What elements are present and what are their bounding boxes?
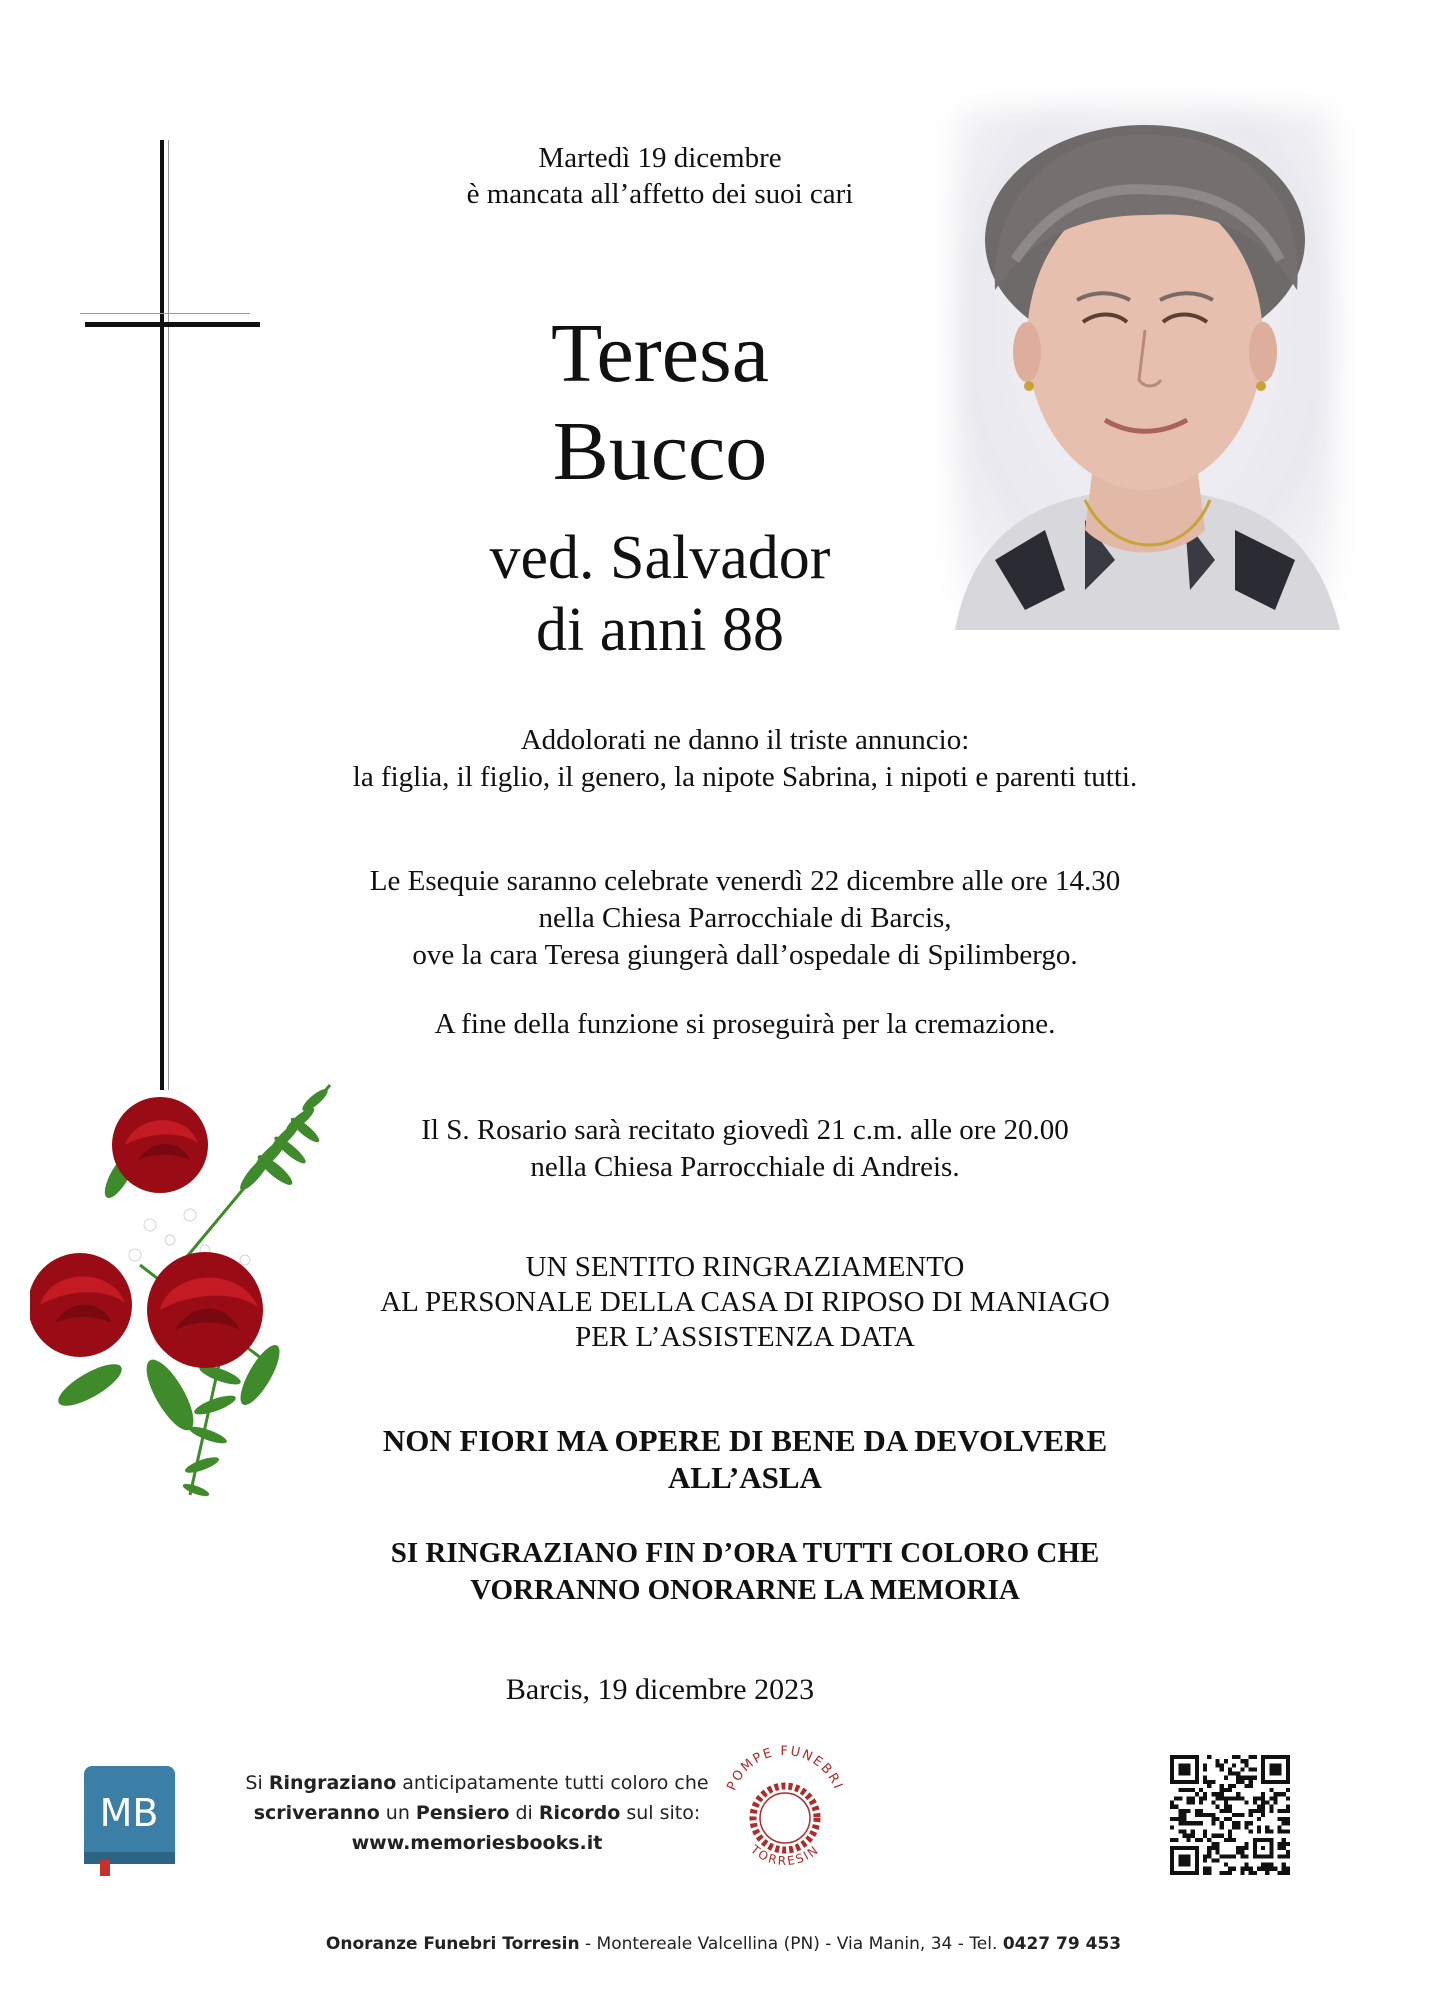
portrait-photo bbox=[935, 90, 1355, 630]
cremation-line: A fine della funzione si proseguirà per la cremazione. bbox=[434, 1008, 1056, 1040]
staff-thanks-line-3: PER L’ASSISTENZA DATA bbox=[575, 1321, 915, 1353]
intro-date-line: Martedì 19 dicembre bbox=[538, 142, 782, 174]
memoriesbooks-line-2: scriveranno un Pensiero di Ricordo sul sito: bbox=[253, 1802, 701, 1824]
svg-text:TORRESIN bbox=[747, 1842, 822, 1868]
rosary-line-1: Il S. Rosario sarà recitato giovedì 21 c.m. alle ore 20.00 bbox=[421, 1114, 1069, 1146]
widow-of: ved. Salvador bbox=[489, 524, 831, 592]
last-name: Bucco bbox=[552, 405, 768, 498]
no-flowers-line-1: NON FIORI MA OPERE DI BENE DA DEVOLVERE bbox=[382, 1423, 1108, 1458]
torresin-seal-logo bbox=[720, 1740, 850, 1880]
memoriesbooks-logo-text: MB bbox=[99, 1791, 159, 1835]
memoriesbooks-notice bbox=[222, 1768, 732, 1858]
funeral-paragraph bbox=[230, 863, 1260, 974]
announcement-line: Addolorati ne danno il triste annuncio: bbox=[520, 724, 970, 756]
rosary-line-2: nella Chiesa Parrocchiale di Andreis. bbox=[530, 1151, 960, 1183]
memoriesbooks-site-link[interactable]: www.memoriesbooks.it bbox=[351, 1832, 603, 1854]
memory-thanks-line-1: SI RINGRAZIANO FIN D’ORA TUTTI COLORO CHE bbox=[390, 1537, 1100, 1569]
roses-bouquet-illustration bbox=[30, 1065, 350, 1545]
death-date-intro bbox=[380, 140, 940, 212]
seal-top-text: POMPE FUNEBRI bbox=[724, 1743, 846, 1793]
memory-thanks-line-2: VORRANNO ONORARNE LA MEMORIA bbox=[470, 1574, 1020, 1606]
rosary-paragraph bbox=[230, 1112, 1260, 1186]
deceased-name bbox=[380, 305, 940, 501]
first-name: Teresa bbox=[551, 307, 769, 400]
cross-horizontal-bar bbox=[85, 322, 260, 327]
funeral-line-3: ove la cara Teresa giungerà dall’ospedale di Spilimbergo. bbox=[412, 939, 1078, 971]
funeral-home-footer bbox=[150, 1932, 1297, 1956]
deceased-details bbox=[380, 522, 940, 666]
cross-vertical-shadow bbox=[168, 140, 169, 1090]
funeral-line-2: nella Chiesa Parrocchiale di Barcis, bbox=[538, 902, 952, 934]
announcement-paragraph bbox=[230, 722, 1260, 796]
memoriesbooks-logo bbox=[82, 1764, 177, 1876]
funeral-line-1: Le Esequie saranno celebrate venerdì 22 dicembre alle ore 14.30 bbox=[369, 865, 1121, 897]
age: di anni 88 bbox=[536, 596, 784, 664]
family-line: la figlia, il figlio, il genero, la nipote Sabrina, i nipoti e parenti tutti. bbox=[352, 761, 1138, 793]
cross-vertical-bar bbox=[160, 140, 164, 1090]
staff-thanks-paragraph bbox=[230, 1250, 1260, 1355]
company-phone[interactable]: 0427 79 453 bbox=[1002, 1934, 1122, 1954]
staff-thanks-line-2: AL PERSONALE DELLA CASA DI RIPOSO DI MANIAGO bbox=[380, 1286, 1110, 1318]
memoriesbooks-line-1: Si Ringraziano anticipatamente tutti coloro che bbox=[245, 1772, 709, 1794]
company-address: - Montereale Valcellina (PN) - Via Manin, 34 - Tel. bbox=[579, 1934, 1003, 1954]
company-name: Onoranze Funebri Torresin bbox=[325, 1934, 580, 1954]
cross-horizontal-shadow bbox=[80, 313, 250, 314]
qr-code[interactable] bbox=[1170, 1755, 1290, 1875]
seal-bottom-text: TORRESIN bbox=[748, 1842, 822, 1869]
staff-thanks-line-1: UN SENTITO RINGRAZIAMENTO bbox=[525, 1251, 965, 1283]
no-flowers-line-2: ALL’ASLA bbox=[668, 1460, 822, 1495]
memory-thanks-paragraph bbox=[230, 1535, 1260, 1609]
place-date: Barcis, 19 dicembre 2023 bbox=[505, 1673, 815, 1706]
no-flowers-paragraph bbox=[230, 1422, 1260, 1496]
intro-affection-line: è mancata all’affetto dei suoi cari bbox=[466, 178, 854, 210]
